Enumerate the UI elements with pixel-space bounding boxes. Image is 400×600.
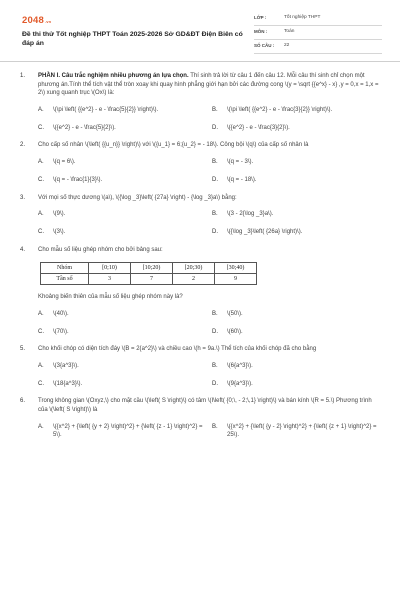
table-cell: 3 [89,274,131,285]
answer-option-c[interactable] [38,228,212,237]
answer-letter: D. [212,124,218,131]
exam-title: Đề thi thử Tốt nghiệp THPT Toán 2025-2026 Sở GD&ĐT Điện Biên có đáp án [22,31,243,48]
question-text: Cho mẫu số liệu ghép nhóm cho bởi bảng sau: [38,246,163,253]
answer-option-c[interactable] [38,176,212,185]
answer-letter: B. [212,310,218,317]
meta-row-count [254,40,382,54]
brand-suffix: .vn [44,19,52,24]
answer-option-a[interactable] [38,362,212,371]
meta-value: Toán [284,29,295,35]
answer-option-b[interactable] [212,423,386,440]
answer-letter: D. [212,176,218,183]
answer-option-b[interactable] [212,158,386,167]
answer-text: \(3{a^3}\). [53,363,79,369]
answer-letter: B. [212,107,218,114]
answer-option-c[interactable] [38,328,212,337]
meta-row-subject [254,26,382,40]
answer-letter: D. [212,328,218,335]
answer-text: \(18{a^3}\). [53,380,83,387]
answer-letter: B. [212,211,218,218]
question-text: Trong không gian \(Oxyz,\) cho mặt cầu \(\left( S \right)\) có tâm \(I\left( {0;\, - 2;\,1} \right)\) và bán kính \(R = 5.\) Phương trình của \(\left( S \right)\) là [38,398,372,414]
answer-text: \(9{a^3}\). [227,380,253,387]
brand-name: 2048 [22,15,44,26]
table-cell: Tần số [41,274,89,285]
answer-option-a[interactable] [38,310,212,319]
answer-text: \(q = - 18\). [227,176,257,183]
answer-letter: A. [38,211,44,218]
answer-letter: A. [38,107,44,114]
answer-option-a[interactable] [38,158,212,167]
answer-options [38,362,382,388]
answer-letter: A. [38,159,44,166]
brand-logo[interactable] [22,14,51,28]
question-4 [20,246,382,337]
answer-option-c[interactable] [38,124,212,133]
answer-letter: C. [38,380,44,387]
question-subtext: Khoảng biến thiên của mẫu số liệu ghép nhóm này là? [38,294,183,301]
answer-text: \(q = - 3\). [227,159,254,166]
exam-meta [254,12,382,54]
answer-text: \(3 - 2{\log _3}a\). [227,211,274,218]
table-cell: [30;40) [215,263,257,274]
answer-option-d[interactable] [212,380,386,389]
page-header [0,0,400,62]
question-text: Cho cấp số nhân \(\left( {{u_n}} \right)\) với \({u_1} = 6;{u_2} = - 18\). Công bội \(q\) của cấp số nhân là [38,142,309,149]
answer-text: \(6{a^3}\). [227,363,253,369]
meta-value: Tốt nghiệp THPT [284,15,321,21]
question-5 [20,345,382,388]
question-number: 3. [20,194,26,201]
answer-text: \(9\). [53,211,66,218]
answer-letter: D. [212,380,218,387]
answer-letter: C. [38,124,44,131]
answer-letter: C. [38,228,44,235]
answer-letter: B. [212,159,218,166]
answer-text: \(60\). [227,328,243,335]
answer-options [38,310,382,336]
meta-key: MÔN : [254,29,268,35]
answer-letter: C. [38,328,44,335]
question-number: 1. [20,73,26,79]
question-3 [20,194,382,237]
answer-option-b[interactable] [212,210,386,219]
answer-options [38,158,382,184]
question-list [20,72,382,449]
question-2 [20,141,382,184]
table-cell: [20;30) [173,263,215,274]
answer-text: \(50\). [227,310,243,317]
answer-options [38,210,382,236]
answer-text: \(70\). [53,328,69,335]
answer-option-d[interactable] [212,328,386,337]
answer-text: \(\pi \left( {{e^2} - e - \frac{3}{2}} \right)\). [227,107,333,114]
part-heading: PHẦN I. Câu trắc nghiệm nhiều phương án lựa chọn. [38,73,189,79]
answer-option-d[interactable] [212,176,386,185]
answer-text: \(40\). [53,310,69,317]
frequency-table [40,262,257,285]
answer-option-c[interactable] [38,380,212,389]
table-cell: [0;10) [89,263,131,274]
answer-option-d[interactable] [212,228,386,237]
answer-letter: B. [212,363,218,369]
answer-letter: A. [38,423,44,430]
meta-value: 22 [284,43,290,49]
table-cell: 7 [131,274,173,285]
answer-letter: D. [212,228,218,235]
answer-text: \({e^2} - e - \frac{5}{2}\). [53,124,116,131]
answer-option-d[interactable] [212,124,386,133]
question-number: 2. [20,142,26,149]
table-cell: 2 [173,274,215,285]
answer-letter: A. [38,310,44,317]
question-number: 4. [20,246,26,253]
answer-options [38,423,382,440]
meta-key: LỚP : [254,15,267,21]
meta-row-class [254,12,382,26]
question-number: 5. [20,346,26,353]
table-row [41,274,257,285]
question-text [38,72,382,98]
table-cell: 9 [215,274,257,285]
answer-text: \(q = 6\). [53,159,76,166]
question-1 [20,72,382,132]
answer-text: \({x^2} + {\left( {y + 2} \right)^2} + {\left( {z - 1} \right)^2} = 5\). [53,423,203,439]
question-text: Cho khối chóp có diện tích đáy \(B = 2{a^2}\) và chiều cao \(h = 9a.\) Thể tích của khối chóp đã cho bằng [38,346,317,353]
answer-letter: B. [212,423,218,430]
answer-text: \({x^2} + {\left( {y - 2} \right)^2} + {\left( {z + 1} \right)^2} = 25\). [227,423,377,439]
table-cell: [10;20) [131,263,173,274]
question-6 [20,397,382,440]
meta-key: SỐ CÂU : [254,43,275,49]
answer-text: \(3\). [53,228,66,235]
answer-option-a[interactable] [38,210,212,219]
answer-text: \(\pi \left( {{e^2} - e - \frac{5}{2}} \right)\). [53,107,159,114]
table-row [41,263,257,274]
answer-option-b[interactable] [212,362,386,371]
answer-option-b[interactable] [212,106,386,115]
answer-letter: C. [38,176,44,183]
answer-text: \({\log _3}\left( {26a} \right)\). [227,228,303,235]
question-number: 6. [20,398,26,405]
question-text: Với mọi số thực dương \(a\), \({\log _3}\left( {27a} \right) - {\log _3}a\) bằng: [38,194,237,201]
answer-option-b[interactable] [212,310,386,319]
table-cell: Nhóm [41,263,89,274]
answer-options [38,106,382,132]
answer-option-a[interactable] [38,106,212,115]
question-body: Thí sinh trả lời từ câu 1 đến câu 12. Mỗi câu thí sinh chỉ chọn một phương án.Tính thể tích vật thể tròn xoay khi quay hình phẳng giới hạn bởi các đường cong \(y = \sqrt {{e^x} - x} ,y = 0,x = 1,x = 2\) xung quanh trục \(Ox\) là: [38,73,379,97]
answer-text: \(q = - \frac{1}{3}\). [53,176,103,183]
answer-text: \({e^2} - e - \frac{3}{2}\). [227,124,290,131]
answer-option-a[interactable] [38,423,212,440]
answer-letter: A. [38,363,44,369]
